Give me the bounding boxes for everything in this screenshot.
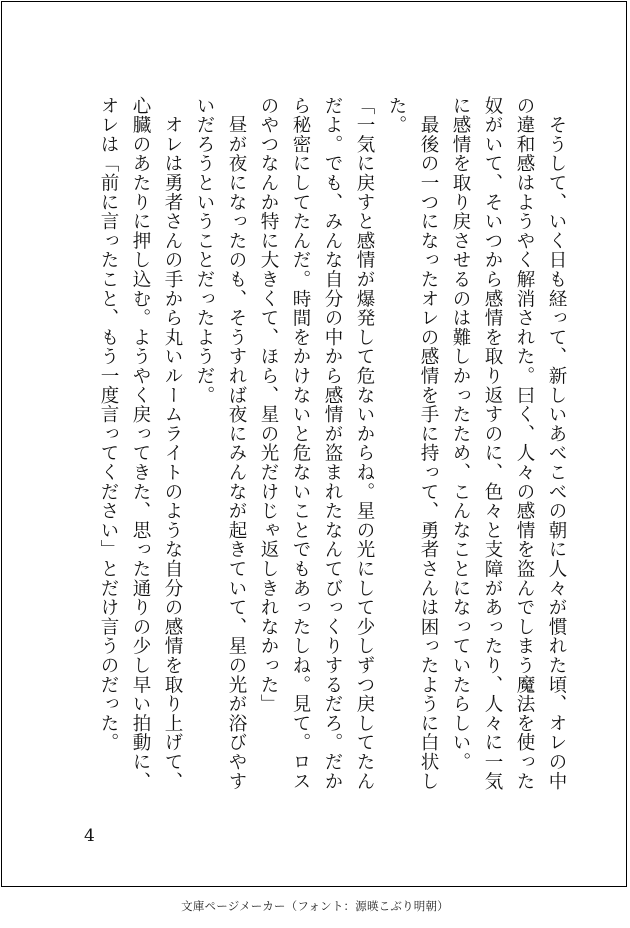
page-frame [1, 1, 627, 887]
text-line: 最後の一つになったオレの感情を手に持って、勇者さんは困ったように白状し [418, 96, 439, 791]
text-line: そうして、いく日も経って、新しいあべこべの朝に人々が慣れた頃、オレの中 [546, 96, 567, 791]
text-line: 奴がいて、そいつから感情を取り返すのに、色々と支障があったり、人々に一気 [482, 96, 503, 791]
text-line: 昼が夜になったのも、そうすれば夜にみんなが起きていて、星の光が浴びやす [226, 96, 247, 791]
text-line: オレは勇者さんの手から丸いルームライトのような自分の感情を取り上げて、 [162, 96, 183, 791]
text-line: ら秘密にしてたんだ。時間をかけないと危ないことでもあったしね。見て。ロス [290, 96, 311, 791]
page-number: 4 [84, 826, 95, 846]
text-line: だよ。でも、みんな自分の中から感情が盗まれたなんてびっくりするだろ。だか [322, 96, 343, 791]
text-line: オレは「前に言ったこと、もう一度言ってください」とだけ言うのだった。 [98, 96, 119, 753]
text-line: 心臓のあたりに押し込む。ようやく戻ってきた、思った通りの少し早い拍動に、 [130, 96, 151, 791]
text-line: た。 [386, 96, 407, 135]
text-line: の違和感はようやく解消された。曰く、人々の感情を盗んでしまう魔法を使った [514, 96, 535, 791]
vertical-body-text [92, 96, 572, 791]
text-line: いだろうということだったようだ。 [194, 96, 215, 405]
text-line: に感情を取り戻させるのは難しかったため、こんなことになっていたらしい。 [450, 96, 471, 772]
footer-credit: 文庫ページメーカー（フォント：源暎こぶり明朝） [181, 899, 449, 913]
text-line: のやつなんか特に大きくて、ほら、星の光だけじゃ返しきれなかった」 [258, 96, 279, 714]
text-line: 「一気に戻すと感情が爆発して危ないからね。星の光にして少しずつ戻してたん [354, 96, 375, 791]
